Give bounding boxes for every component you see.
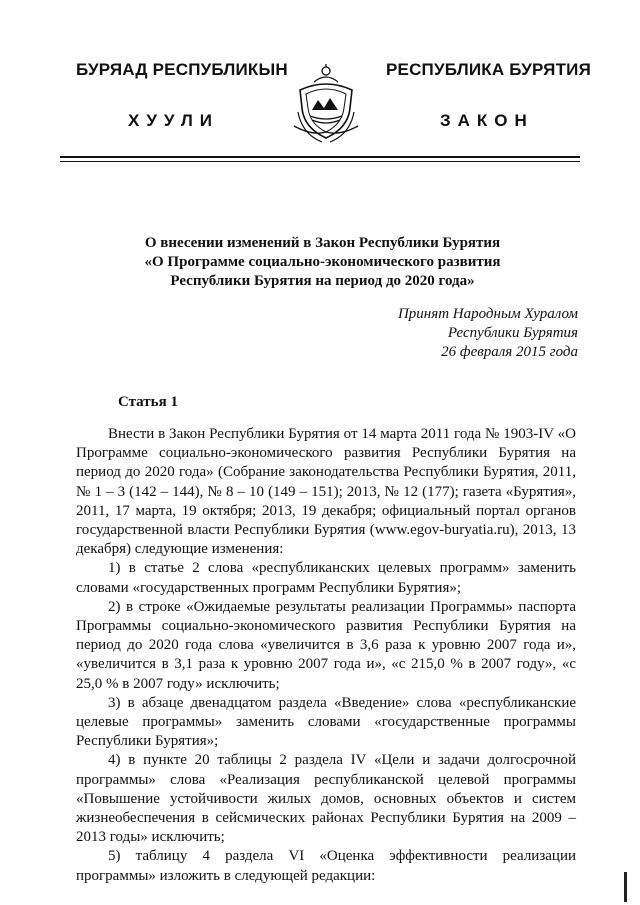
header-right-doc-type: ЗАКОН — [440, 111, 534, 130]
article-paragraph: 1) в статье 2 слова «республиканских целевых программ» заменить словами «государственных программ Республики Бурятия»; — [76, 560, 576, 596]
adoption-note — [398, 305, 578, 362]
article-paragraph: 3) в абзаце двенадцатом раздела «Введение» слова «республиканские целевые программы» заменить словами «государственные программы Республики Бурятия»; — [76, 694, 576, 750]
coat-of-arms-icon — [292, 62, 360, 144]
header-divider-thick — [60, 156, 580, 158]
article-heading: Статья 1 — [118, 394, 178, 410]
scan-edge-mark — [624, 872, 627, 902]
adoption-date: 26 февраля 2015 года — [441, 344, 578, 360]
law-title-line: Республики Бурятия на период до 2020 года» — [170, 273, 475, 289]
header-right-org: РЕСПУБЛИКА БУРЯТИЯ — [386, 60, 591, 79]
article-paragraph: 2) в строке «Ожидаемые результаты реализации Программы» паспорта Программы социально-экономического развития Республики Бурятия на период до 2020 года слова «увеличится в 3,6 раза к уровню 2007 года и», «увеличится в 3,1 раза к уровню 2007 года и», «с 215,0 % в 2007 году», «с 25,0 % в 2007 году» исключить; — [76, 598, 576, 692]
article-paragraph: 4) в пункте 20 таблицы 2 раздела IV «Цели и задачи долгосрочной программы» слова «Реализация республиканской целевой программы «Повышение устойчивости жилых домов, основных объектов и систем жизнеобеспечения в сейсмических районах Республики Бурятия на 2009 – 2013 годы» исключить; — [76, 752, 576, 846]
adoption-line: Принят Народным Хуралом — [397, 306, 578, 322]
law-title-line: «О Программе социально-экономического развития — [144, 254, 501, 270]
header-left-doc-type: ХУУЛИ — [128, 111, 219, 130]
header-divider-thin — [60, 161, 580, 162]
article-body — [76, 425, 576, 886]
article-paragraph: 5) таблицу 4 раздела VI «Оценка эффективности реализации программы» изложить в следующей редакции: — [76, 848, 576, 884]
law-title — [80, 234, 565, 291]
article-paragraph: Внести в Закон Республики Бурятия от 14 марта 2011 года № 1903-IV «О Программе социально-экономического развития Республики Бурятия на период до 2020 года» (Собрание законодательства Республики Бурятия, 2011, № 1 – 3 (142 – 144), № 8 – 10 (149 – 151); 2013, № 12 (177); газета «Бурятия», 2011, 17 марта, 19 октября; 2013, 19 декабря; официальный портал органов государственной власти Республики Бурятия (www.egov-buryatia.ru), 2013, 13 декабря) следующие изменения: — [76, 426, 576, 558]
law-title-line: О внесении изменений в Закон Республики Бурятия — [144, 235, 501, 251]
adoption-line: Республики Бурятия — [447, 325, 578, 341]
header-left-org: БУРЯАД РЕСПУБЛИКЫН — [76, 60, 288, 79]
